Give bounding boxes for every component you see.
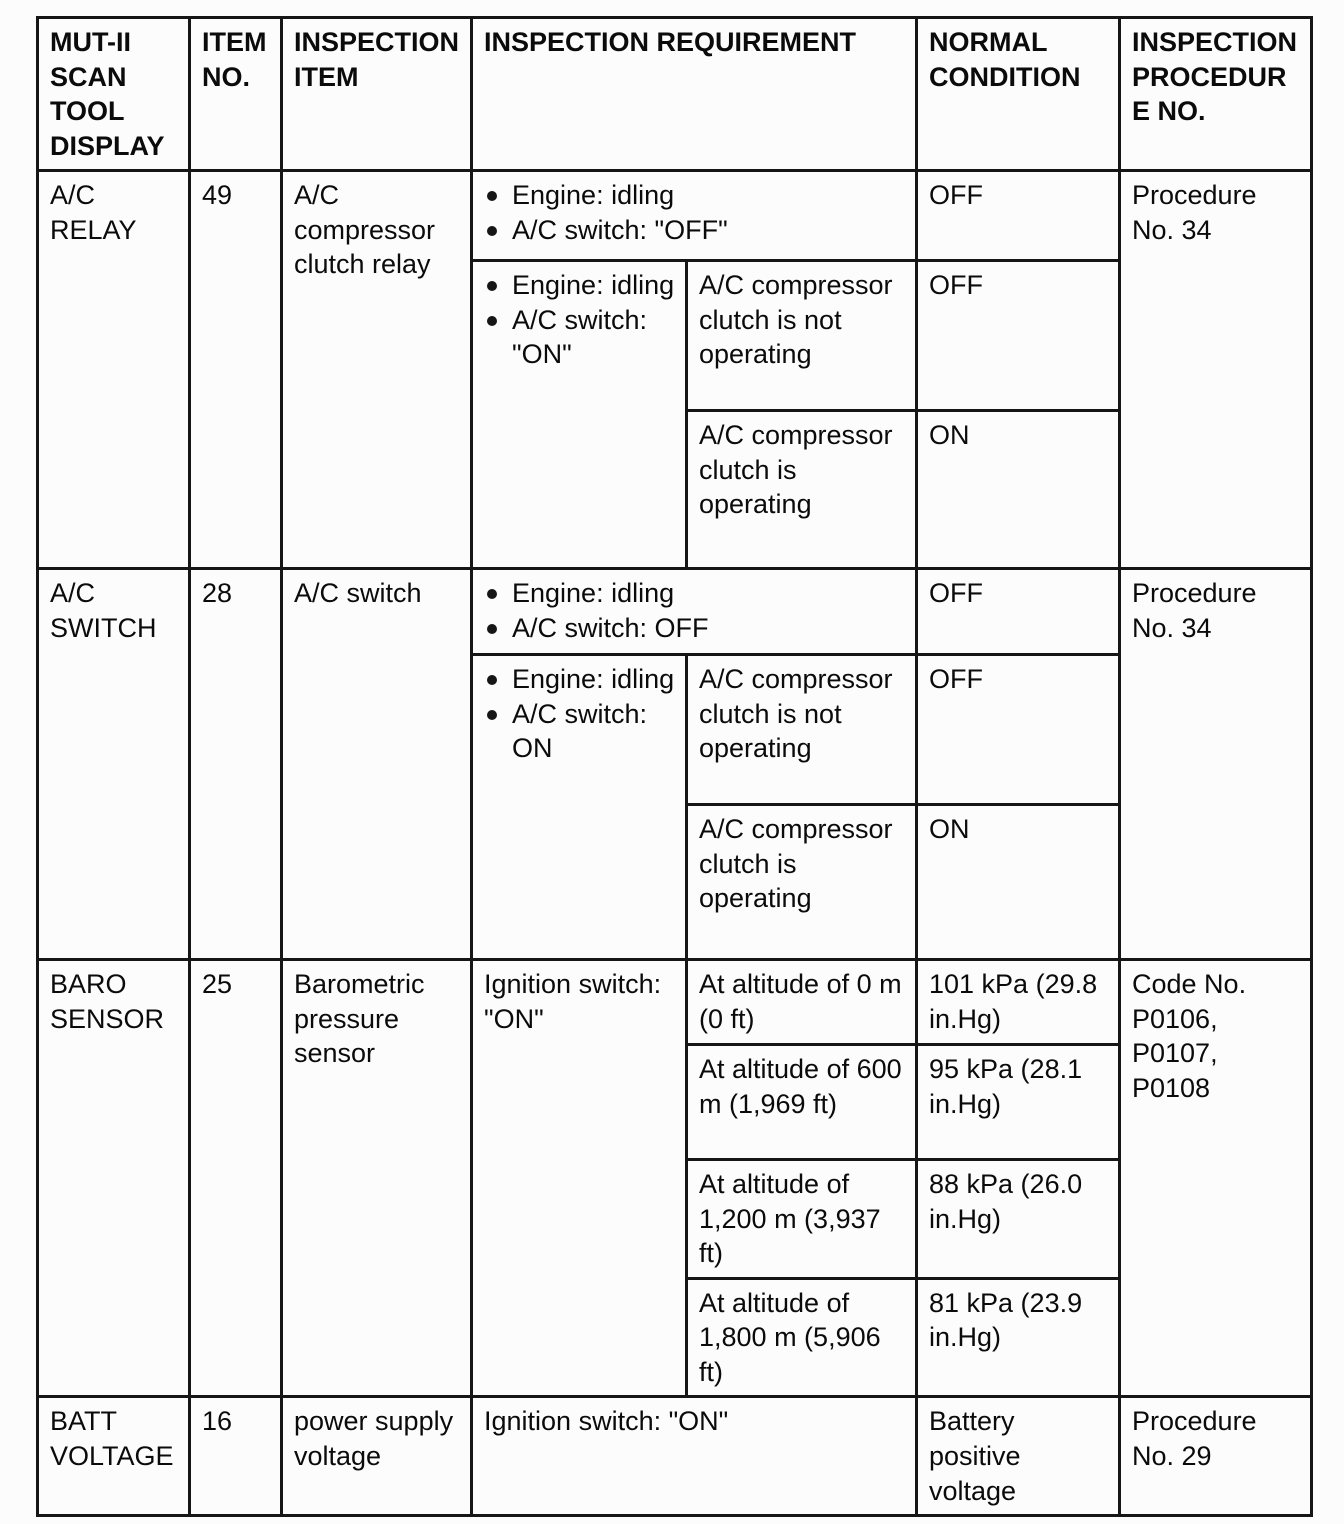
table-row-batt-voltage: [38, 1397, 1312, 1516]
bullet-icon: [487, 191, 497, 201]
cell-inspection-item-ac-switch: A/C switch: [282, 569, 472, 960]
cell-requirement-ac-switch-2: [472, 655, 687, 960]
cell-condition-ac-relay-3: A/C compressor clutch is operating: [687, 411, 917, 569]
requirement-text: Engine: idling: [512, 180, 675, 211]
cell-item-no-batt-voltage: 16: [190, 1397, 282, 1516]
cell-condition-ac-relay-2: A/C compressor clutch is not operating: [687, 261, 917, 411]
cell-item-no-baro: 25: [190, 960, 282, 1397]
cell-procedure-batt-voltage: Procedure No. 29: [1120, 1397, 1312, 1516]
cell-normal-baro-3: 88 kPa (26.0 in.Hg): [917, 1160, 1120, 1279]
cell-normal-baro-1: 101 kPa (29.8 in.Hg): [917, 960, 1120, 1045]
cell-inspection-item-ac-relay: A/C compressor clutch relay: [282, 171, 472, 569]
requirement-bullet-list: [484, 662, 675, 766]
bullet-icon: [487, 316, 497, 326]
table-row-baro-1: [38, 960, 1312, 1045]
cell-display-batt-voltage: BATT VOLTAGE: [38, 1397, 190, 1516]
list-item: [484, 213, 905, 248]
cell-normal-ac-switch-2: OFF: [917, 655, 1120, 805]
list-item: [484, 178, 905, 213]
header-inspection-item: INSPECTION ITEM: [282, 18, 472, 171]
cell-normal-ac-relay-3: ON: [917, 411, 1120, 569]
cell-condition-ac-switch-3: A/C compressor clutch is operating: [687, 805, 917, 960]
list-item: [484, 662, 675, 697]
requirement-bullet-list: [484, 576, 905, 645]
cell-condition-baro-3: At altitude of 1,200 m (3,937 ft): [687, 1160, 917, 1279]
cell-item-no-ac-switch: 28: [190, 569, 282, 960]
cell-requirement-batt-voltage: Ignition switch: "ON": [472, 1397, 917, 1516]
inspection-table: [36, 16, 1313, 1517]
cell-requirement-ac-switch-1: [472, 569, 917, 655]
cell-condition-baro-2: At altitude of 600 m (1,969 ft): [687, 1045, 917, 1160]
cell-normal-ac-switch-1: OFF: [917, 569, 1120, 655]
bullet-icon: [487, 624, 497, 634]
cell-normal-ac-relay-2: OFF: [917, 261, 1120, 411]
table-row-ac-switch-1: [38, 569, 1312, 655]
requirement-text: A/C switch: ON: [512, 698, 648, 764]
bullet-icon: [487, 710, 497, 720]
requirement-bullet-list: [484, 268, 675, 372]
requirement-text: A/C switch: "OFF": [512, 214, 728, 245]
requirement-text: Engine: idling: [512, 578, 675, 609]
cell-procedure-ac-switch: Procedure No. 34: [1120, 569, 1312, 960]
cell-display-baro: BARO SENSOR: [38, 960, 190, 1397]
requirement-text: A/C switch: "ON": [512, 304, 648, 370]
cell-display-ac-switch: A/C SWITCH: [38, 569, 190, 960]
cell-display-ac-relay: A/C RELAY: [38, 171, 190, 569]
cell-inspection-item-baro: Barometric pressure sensor: [282, 960, 472, 1397]
cell-normal-ac-relay-1: OFF: [917, 171, 1120, 261]
cell-normal-baro-4: 81 kPa (23.9 in.Hg): [917, 1278, 1120, 1397]
cell-procedure-ac-relay: Procedure No. 34: [1120, 171, 1312, 569]
cell-requirement-ac-relay-1: [472, 171, 917, 261]
header-inspection-procedure-no: INSPECTION PROCEDURE NO.: [1120, 18, 1312, 171]
cell-condition-baro-4: At altitude of 1,800 m (5,906 ft): [687, 1278, 917, 1397]
cell-item-no-ac-relay: 49: [190, 171, 282, 569]
header-row: [38, 18, 1312, 171]
cell-condition-ac-switch-2: A/C compressor clutch is not operating: [687, 655, 917, 805]
header-inspection-requirement: INSPECTION REQUIREMENT: [472, 18, 917, 171]
table-row-ac-relay-1: [38, 171, 1312, 261]
cell-normal-ac-switch-3: ON: [917, 805, 1120, 960]
requirement-text: Engine: idling: [512, 270, 675, 301]
header-scan-tool-display: MUT-II SCAN TOOL DISPLAY: [38, 18, 190, 171]
requirement-text: Engine: idling: [512, 664, 675, 695]
list-item: [484, 268, 675, 303]
cell-inspection-item-batt-voltage: power supply voltage: [282, 1397, 472, 1516]
list-item: [484, 303, 675, 372]
cell-requirement-baro: Ignition switch: "ON": [472, 960, 687, 1397]
list-item: [484, 611, 905, 646]
bullet-icon: [487, 281, 497, 291]
cell-condition-baro-1: At altitude of 0 m (0 ft): [687, 960, 917, 1045]
cell-procedure-baro: Code No. P0106, P0107, P0108: [1120, 960, 1312, 1397]
bullet-icon: [487, 675, 497, 685]
header-item-no: ITEM NO.: [190, 18, 282, 171]
bullet-icon: [487, 226, 497, 236]
header-normal-condition: NORMAL CONDITION: [917, 18, 1120, 171]
list-item: [484, 697, 675, 766]
bullet-icon: [487, 589, 497, 599]
cell-normal-batt-voltage: Battery positive voltage: [917, 1397, 1120, 1516]
requirement-text: A/C switch: OFF: [512, 612, 709, 643]
requirement-bullet-list: [484, 178, 905, 247]
cell-normal-baro-2: 95 kPa (28.1 in.Hg): [917, 1045, 1120, 1160]
list-item: [484, 576, 905, 611]
cell-requirement-ac-relay-2: [472, 261, 687, 569]
